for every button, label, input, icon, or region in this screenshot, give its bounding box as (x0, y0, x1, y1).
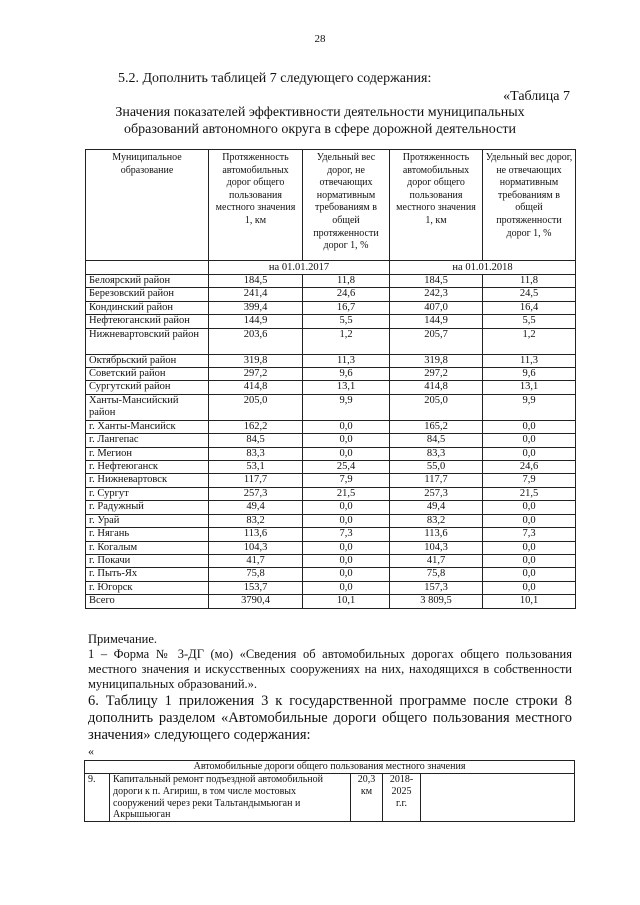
length-2018: 205,7 (390, 328, 483, 354)
length-2017: 184,5 (209, 275, 303, 288)
length-2018: 83,2 (390, 514, 483, 527)
municipality-name: Нефтеюганский район (86, 315, 209, 328)
share-2017: 11,8 (303, 275, 390, 288)
length-2017: 319,8 (209, 354, 303, 367)
table-row (86, 368, 576, 381)
table-title: Значения показателей эффективности деятельности муниципальных образований автономного округа в сфере дорожной деятельности (115, 105, 525, 137)
share-2018: 0,0 (483, 554, 576, 567)
length-2018: 242,3 (390, 288, 483, 301)
length-2017: 75,8 (209, 568, 303, 581)
share-2017: 0,0 (303, 541, 390, 554)
municipality-name: г. Ханты-Мансийск (86, 420, 209, 433)
length-2017: 153,7 (209, 581, 303, 594)
program-row-period: 2018-2025 г.г. (383, 774, 421, 822)
date-row-blank (86, 261, 209, 275)
length-2017: 144,9 (209, 315, 303, 328)
table-header-row (86, 150, 576, 261)
length-2017: 84,5 (209, 434, 303, 447)
share-2017: 16,7 (303, 301, 390, 314)
amendment-intro: 5.2. Дополнить таблицей 7 следующего содержания: (118, 71, 432, 86)
share-2017: 24,6 (303, 288, 390, 301)
length-2017: 257,3 (209, 487, 303, 500)
note-heading: Примечание. (88, 632, 158, 646)
share-2017: 7,3 (303, 528, 390, 541)
program-row (85, 774, 575, 822)
paragraph-6: 6. Таблицу 1 приложения 3 к государственной программе после строки 8 дополнить разделом «Автомобильные дороги общего пользования местного значения» следующего содержания: (88, 693, 572, 743)
share-2017: 5,5 (303, 315, 390, 328)
table-row (86, 541, 576, 554)
share-2018: 9,9 (483, 394, 576, 420)
table-row (86, 301, 576, 314)
share-2018: 10,1 (483, 595, 576, 608)
length-2018: 297,2 (390, 368, 483, 381)
municipality-name: г. Нижневартовск (86, 474, 209, 487)
table-row (86, 381, 576, 394)
header-share-2017: Удельный вес дорог, не отвечающих нормативным требованиям в общей протяженности дорог 1, % (303, 150, 390, 261)
share-2018: 5,5 (483, 315, 576, 328)
table-date-row (86, 261, 576, 275)
length-2018: 55,0 (390, 461, 483, 474)
share-2017: 0,0 (303, 420, 390, 433)
length-2017: 205,0 (209, 394, 303, 420)
length-2017: 113,6 (209, 528, 303, 541)
share-2018: 0,0 (483, 581, 576, 594)
share-2018: 16,4 (483, 301, 576, 314)
share-2018: 0,0 (483, 501, 576, 514)
share-2018: 7,3 (483, 528, 576, 541)
program-table (84, 760, 575, 822)
table-row (86, 275, 576, 288)
table-row (86, 595, 576, 608)
length-2018: 157,3 (390, 581, 483, 594)
length-2018: 3 809,5 (390, 595, 483, 608)
share-2018: 0,0 (483, 514, 576, 527)
share-2017: 0,0 (303, 581, 390, 594)
table-row (86, 528, 576, 541)
table-row (86, 514, 576, 527)
length-2018: 49,4 (390, 501, 483, 514)
table-row (86, 474, 576, 487)
length-2018: 83,3 (390, 447, 483, 460)
share-2018: 13,1 (483, 381, 576, 394)
share-2017: 0,0 (303, 568, 390, 581)
length-2018: 144,9 (390, 315, 483, 328)
share-2018: 21,5 (483, 487, 576, 500)
share-2017: 0,0 (303, 447, 390, 460)
length-2017: 3790,4 (209, 595, 303, 608)
share-2018: 7,9 (483, 474, 576, 487)
program-section-title: Автомобильные дороги общего пользования местного значения (85, 761, 575, 774)
length-2018: 205,0 (390, 394, 483, 420)
length-2018: 104,3 (390, 541, 483, 554)
program-row-blank (421, 774, 575, 822)
length-2018: 84,5 (390, 434, 483, 447)
municipality-name: Белоярский район (86, 275, 209, 288)
header-municipality: Муниципальное образование (86, 150, 209, 261)
municipality-name: г. Радужный (86, 501, 209, 514)
municipality-name: г. Покачи (86, 554, 209, 567)
table-row (86, 394, 576, 420)
program-row-description: Капитальный ремонт подъездной автомобильной дороги к п. Агириш, в том числе мостовых сооружений через реки Тальтандымьюган и Акрышьюган (110, 774, 351, 822)
program-section-row (85, 761, 575, 774)
share-2017: 9,6 (303, 368, 390, 381)
table-row (86, 447, 576, 460)
municipality-name: Ханты-Мансийский район (86, 394, 209, 420)
table-row (86, 434, 576, 447)
header-length-2018: Протяженность автомобильных дорог общего пользования местного значения 1, км (390, 150, 483, 261)
length-2017: 203,6 (209, 328, 303, 354)
quote-open: « (88, 744, 94, 758)
length-2017: 41,7 (209, 554, 303, 567)
length-2018: 113,6 (390, 528, 483, 541)
municipality-name: г. Нягань (86, 528, 209, 541)
share-2017: 7,9 (303, 474, 390, 487)
municipality-name: Октябрьский район (86, 354, 209, 367)
table-row (86, 568, 576, 581)
share-2017: 0,0 (303, 501, 390, 514)
table-row (86, 420, 576, 433)
share-2018: 0,0 (483, 420, 576, 433)
share-2018: 0,0 (483, 447, 576, 460)
share-2017: 0,0 (303, 514, 390, 527)
share-2017: 9,9 (303, 394, 390, 420)
municipality-name: Советский район (86, 368, 209, 381)
share-2017: 21,5 (303, 487, 390, 500)
municipality-name: г. Урай (86, 514, 209, 527)
municipality-name: г. Сургут (86, 487, 209, 500)
length-2018: 407,0 (390, 301, 483, 314)
share-2018: 11,8 (483, 275, 576, 288)
share-2018: 0,0 (483, 541, 576, 554)
table-row (86, 487, 576, 500)
table-label: «Таблица 7 (503, 89, 570, 104)
length-2018: 41,7 (390, 554, 483, 567)
table-row (86, 354, 576, 367)
municipality-name: Сургутский район (86, 381, 209, 394)
municipality-name: Кондинский район (86, 301, 209, 314)
length-2017: 414,8 (209, 381, 303, 394)
share-2018: 11,3 (483, 354, 576, 367)
share-2018: 1,2 (483, 328, 576, 354)
program-row-number: 9. (85, 774, 110, 822)
share-2017: 13,1 (303, 381, 390, 394)
length-2017: 297,2 (209, 368, 303, 381)
municipality-name: г. Когалым (86, 541, 209, 554)
length-2017: 83,2 (209, 514, 303, 527)
share-2018: 24,6 (483, 461, 576, 474)
share-2018: 24,5 (483, 288, 576, 301)
table-row (86, 581, 576, 594)
share-2017: 10,1 (303, 595, 390, 608)
share-2018: 0,0 (483, 434, 576, 447)
length-2018: 257,3 (390, 487, 483, 500)
note-text: 1 – Форма № 3-ДГ (мо) «Сведения об автомобильных дорогах общего пользования местного значения и искусственных сооружениях на них, находящихся в собственности муниципальных образований.». (88, 647, 572, 691)
municipality-name: Березовский район (86, 288, 209, 301)
page-number: 28 (314, 33, 326, 45)
length-2018: 75,8 (390, 568, 483, 581)
municipality-name: г. Нефтеюганск (86, 461, 209, 474)
share-2017: 25,4 (303, 461, 390, 474)
header-share-2018: Удельный вес дорог, не отвечающих нормативным требованиям в общей протяженности дорог 1, % (483, 150, 576, 261)
municipality-name: г. Югорск (86, 581, 209, 594)
table-row (86, 461, 576, 474)
length-2018: 117,7 (390, 474, 483, 487)
table-row (86, 554, 576, 567)
table-row (86, 501, 576, 514)
length-2017: 162,2 (209, 420, 303, 433)
table-row (86, 328, 576, 354)
length-2017: 104,3 (209, 541, 303, 554)
share-2017: 0,0 (303, 554, 390, 567)
date-2018: на 01.01.2018 (390, 261, 576, 275)
length-2017: 117,7 (209, 474, 303, 487)
header-length-2017: Протяженность автомобильных дорог общего пользования местного значения 1, км (209, 150, 303, 261)
municipality-name: г. Пыть-Ях (86, 568, 209, 581)
length-2017: 83,3 (209, 447, 303, 460)
length-2018: 319,8 (390, 354, 483, 367)
share-2017: 11,3 (303, 354, 390, 367)
share-2017: 0,0 (303, 434, 390, 447)
length-2017: 241,4 (209, 288, 303, 301)
length-2017: 399,4 (209, 301, 303, 314)
date-2017: на 01.01.2017 (209, 261, 390, 275)
length-2018: 184,5 (390, 275, 483, 288)
share-2018: 0,0 (483, 568, 576, 581)
length-2017: 49,4 (209, 501, 303, 514)
share-2017: 1,2 (303, 328, 390, 354)
length-2018: 165,2 (390, 420, 483, 433)
municipality-name: г. Лангепас (86, 434, 209, 447)
share-2018: 9,6 (483, 368, 576, 381)
municipality-name: Нижневартовский район (86, 328, 209, 354)
municipality-name: Всего (86, 595, 209, 608)
indicators-table (85, 149, 576, 609)
program-row-value: 20,3 км (351, 774, 383, 822)
municipality-name: г. Мегион (86, 447, 209, 460)
length-2017: 53,1 (209, 461, 303, 474)
table-row (86, 288, 576, 301)
table-row (86, 315, 576, 328)
length-2018: 414,8 (390, 381, 483, 394)
